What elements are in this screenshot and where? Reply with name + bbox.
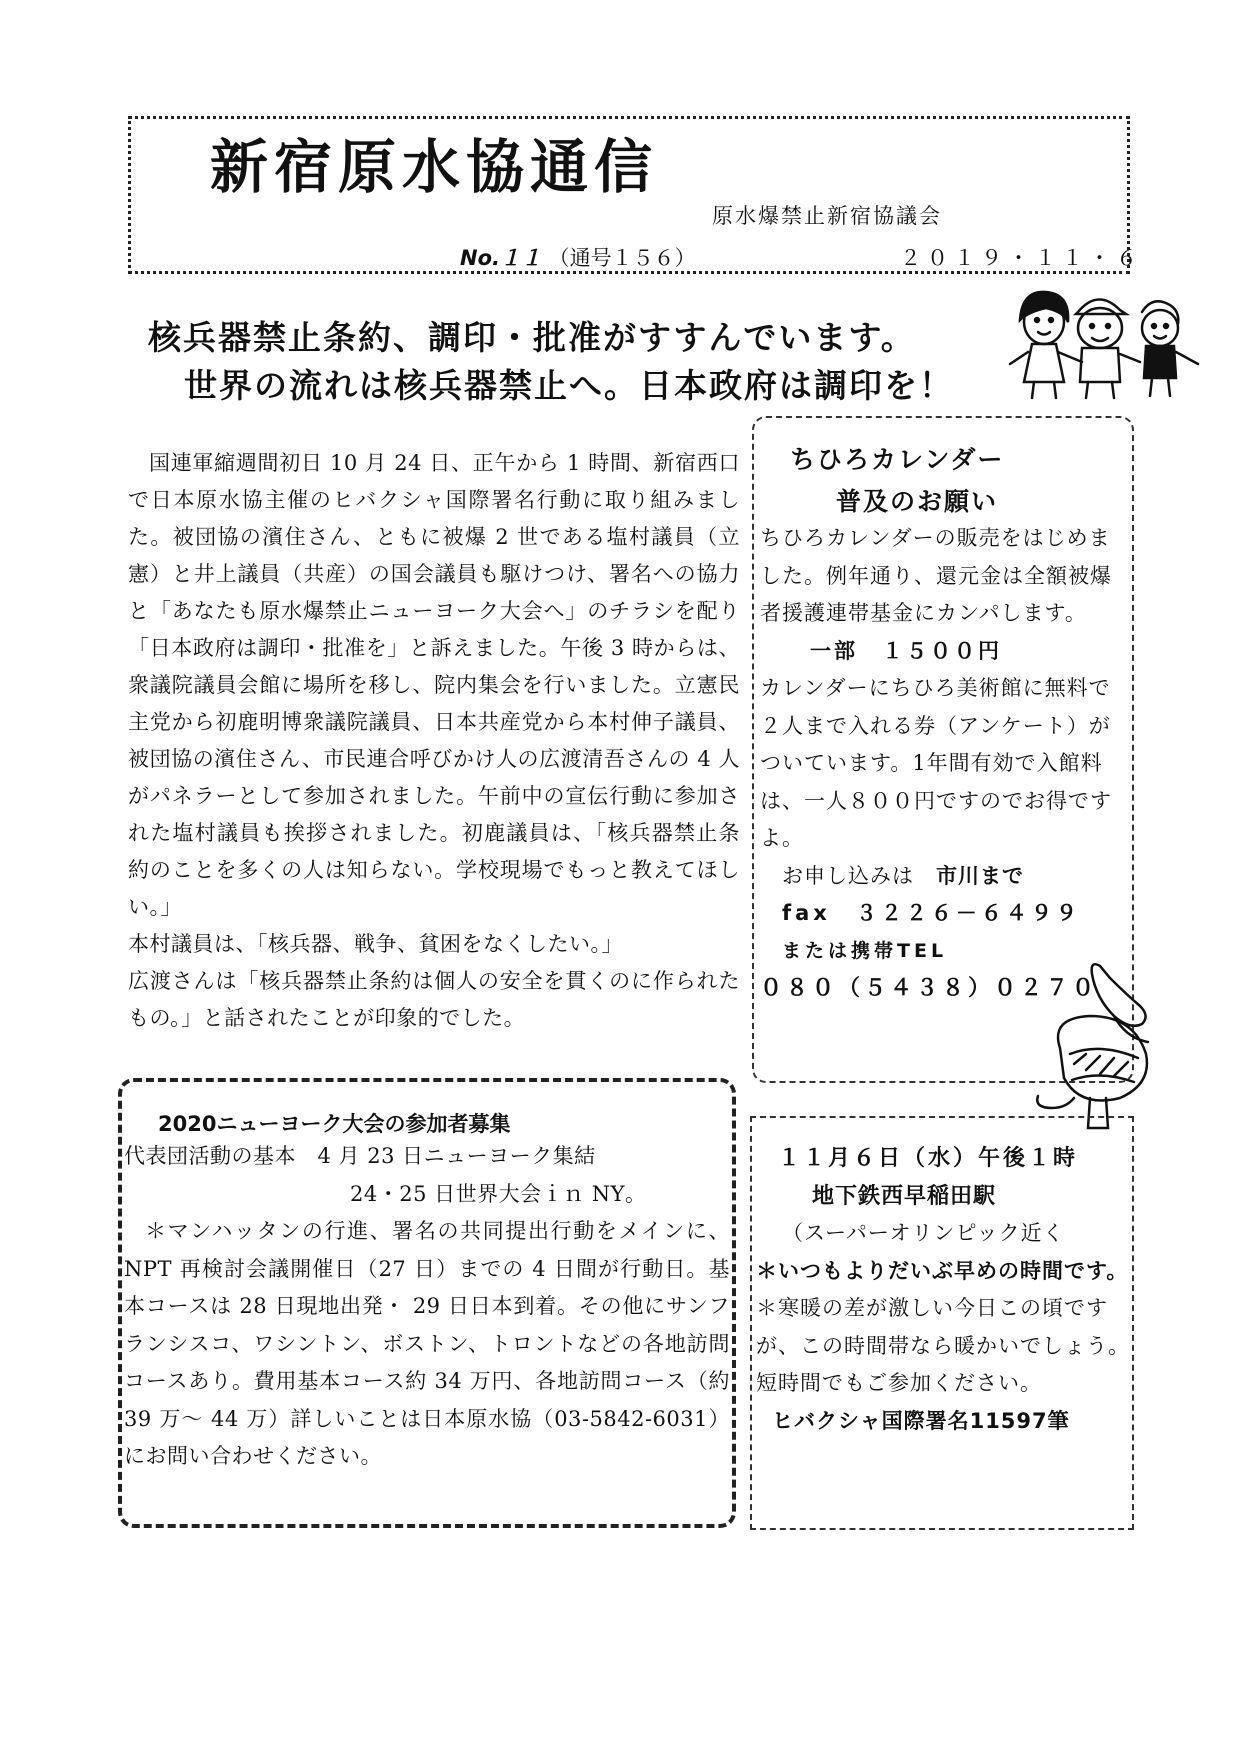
calendar-intro: ちひろカレンダーの販売をはじめました。例年通り、還元金は全額被爆者援護連帯基金にカンパします。 — [760, 526, 1112, 625]
event-time-note: ＊いつもよりだいぶ早めの時間です。 — [756, 1258, 1129, 1283]
calendar-contact-name: 市川まで — [936, 863, 1024, 888]
main-article — [128, 445, 740, 1037]
newsletter-title: 新宿原水協通信 — [210, 133, 659, 201]
signature-count: ヒバクシャ国際署名11597筆 — [772, 1408, 1070, 1433]
main-article-quote-3: 広渡さんは「核兵器禁止条約は個人の安全を貫くのに作られたもの。」と話されたことが印象的でした。 — [128, 969, 740, 1030]
recruitment-schedule-2: 24・25 日世界大会ｉｎ NY。 — [350, 1181, 647, 1206]
event-body — [756, 1140, 1130, 1440]
issue-no-label: No.１１ — [460, 246, 542, 270]
main-article-body: 国連軍縮週間初日 10 月 24 日、正午から 1 時間、新宿西口で日本原水協主催のヒバクシャ国際署名行動に取り組みました。被団協の濱住さん、ともに被爆 2 世である塩村議員（立憲）と井上議員（共産）の国会議員も駆けつけ、署名への協力と「あなたも原水爆禁止ニューヨーク大会へ」のチラシを配り「日本政府は調印・批准を」と訴えました。午後 3 時からは、衆議院議員会館に場所を移し、院内集会を行いました。立憲民主党から初鹿明博衆議院議員、日本共産党から本村伸子議員、被団協の濱住さん、市民連合呼びかけ人の広渡清吾さんの 4 人がパネラーとして参加されました。午前中の宣伝行動に参加された塩村議員も挨拶されました。初鹿議員は、「核兵器禁止条約のことを多くの人は知らない。学校現場でもっと教えてほしい。」 — [128, 451, 740, 919]
calendar-mobile-number: ０８０（５４３８）０２７０ — [760, 976, 1099, 1001]
headline-line-1: 核兵器禁止条約、調印・批准がすすんでいます。 — [148, 318, 916, 357]
calendar-mobile-label: または携帯TEL — [782, 939, 948, 962]
mushroom-illustration — [1030, 958, 1180, 1133]
issue-date: ２０１９・１１・６ — [900, 246, 1143, 270]
issue-number — [460, 242, 696, 272]
issue-serial: （通号１５６） — [548, 246, 696, 270]
recruitment-title: 2020ニューヨーク大会の参加者募集 — [158, 1112, 511, 1136]
recruitment-schedule-1: 代表団活動の基本 4 月 23 日ニューヨーク集結 — [124, 1144, 596, 1168]
publisher-name: 原水爆禁止新宿協議会 — [712, 204, 942, 228]
calendar-price: 一部 １５００円 — [810, 638, 1002, 663]
calendar-fax: fax ３２２６－６４９９ — [782, 901, 1081, 925]
event-weather-note: ＊寒暖の差が激しい今日この頃ですが、この時間帯なら暖かいでしょう。短時間でもご参加ください。 — [756, 1296, 1130, 1395]
recruitment-body — [124, 1138, 730, 1476]
calendar-title-line-2: 普及のお願い — [836, 487, 999, 516]
recruitment-details: ＊マンハッタンの行進、署名の共同提出行動をメインに、NPT 再検討会議開催日（27 日）までの 4 日間が行動日。基本コースは 28 日現地出発・ 29 日日本到着。その他にサンフランシスコ、ワシントン、ボストン、トロントなどの各地訪問コースあり。費用基本コース約 34 万円、各地訪問コース（約 39 万～ 44 万）詳しいことは日本原水協（03-5842-6031）にお問い合わせください。 — [124, 1219, 730, 1468]
event-location-note: （スーパーオリンピック近く — [782, 1221, 1065, 1245]
calendar-details: カレンダーにちひろ美術館に無料で２人まで入れる券（アンケート）がついています。1年間有効で入館料は、一人８００円ですのでお得ですよ。 — [760, 676, 1112, 850]
calendar-title-line-1: ちひろカレンダー — [790, 445, 1005, 474]
event-place: 地下鉄西早稲田駅 — [812, 1183, 997, 1209]
people-illustration — [1002, 282, 1206, 402]
calendar-contact — [760, 858, 1130, 896]
headline-line-2: 世界の流れは核兵器禁止へ。日本政府は調印を！ — [184, 366, 954, 405]
calendar-contact-intro: お申し込みは — [782, 863, 914, 888]
main-article-quote-2: 本村議員は、「核兵器、戦争、貧困をなくしたい。」 — [128, 932, 623, 956]
calendar-body — [760, 520, 1130, 1008]
event-date: １１月６日（水）午後１時 — [778, 1146, 1079, 1171]
